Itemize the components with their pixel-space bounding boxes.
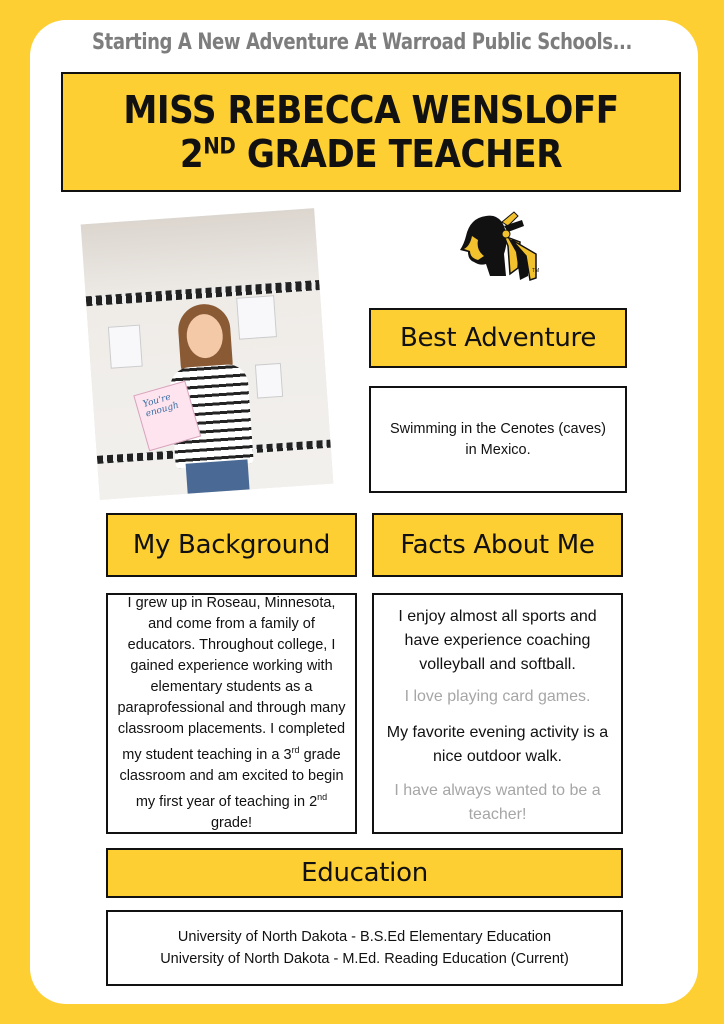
teacher-photo xyxy=(81,208,334,500)
teacher-role xyxy=(94,132,648,176)
title-banner xyxy=(61,72,681,192)
role-text: GRADE TEACHER xyxy=(246,132,563,176)
facts-heading: Facts About Me xyxy=(372,513,623,577)
background-text-part2: grade classroom and am excited to begin my first year of teaching in 2 xyxy=(119,747,344,810)
best-adventure-line1: Swimming in the Cenotes (caves) xyxy=(390,420,606,437)
warrior-logo-icon xyxy=(456,206,546,286)
grade-suffix: ND xyxy=(203,134,236,160)
fact-item-3: My favorite evening activity is a nice outdoor walk. xyxy=(386,724,609,765)
education-heading: Education xyxy=(106,848,623,898)
best-adventure-heading: Best Adventure xyxy=(369,308,627,368)
tagline: Starting A New Adventure At Warroad Public Schools... xyxy=(92,30,632,55)
fact-item-1: I enjoy almost all sports and have experience coaching volleyball and softball. xyxy=(398,608,597,673)
background-text-part1: I grew up in Roseau, Minnesota, and come from a family of educators. Throughout college, I gained experience working with elementary students as a paraprofessional and through many classroom placements. I completed my student teaching in a 3 xyxy=(117,595,346,763)
facts-box xyxy=(372,593,623,834)
best-adventure-box xyxy=(369,386,627,493)
trademark-mark: TM xyxy=(532,268,540,274)
fact-item-4: I have always wanted to be a teacher! xyxy=(394,782,601,823)
teacher-name: MISS REBECCA WENSLOFF xyxy=(123,88,619,132)
background-sup-rd: rd xyxy=(291,745,300,756)
background-heading: My Background xyxy=(106,513,357,577)
fact-item-2: I love playing card games. xyxy=(404,688,591,705)
background-text xyxy=(116,593,347,834)
background-box xyxy=(106,593,357,834)
background-sup-nd: nd xyxy=(317,792,328,802)
best-adventure-line2: in Mexico. xyxy=(465,441,531,458)
book-title: You're enough xyxy=(141,392,181,420)
education-item-2: University of North Dakota - M.Ed. Reading Education (Current) xyxy=(160,951,569,967)
grade-number: 2 xyxy=(179,132,204,176)
background-text-part3: grade! xyxy=(210,814,253,831)
education-item-1: University of North Dakota - B.S.Ed Elementary Education xyxy=(177,929,552,945)
education-box xyxy=(106,910,623,986)
